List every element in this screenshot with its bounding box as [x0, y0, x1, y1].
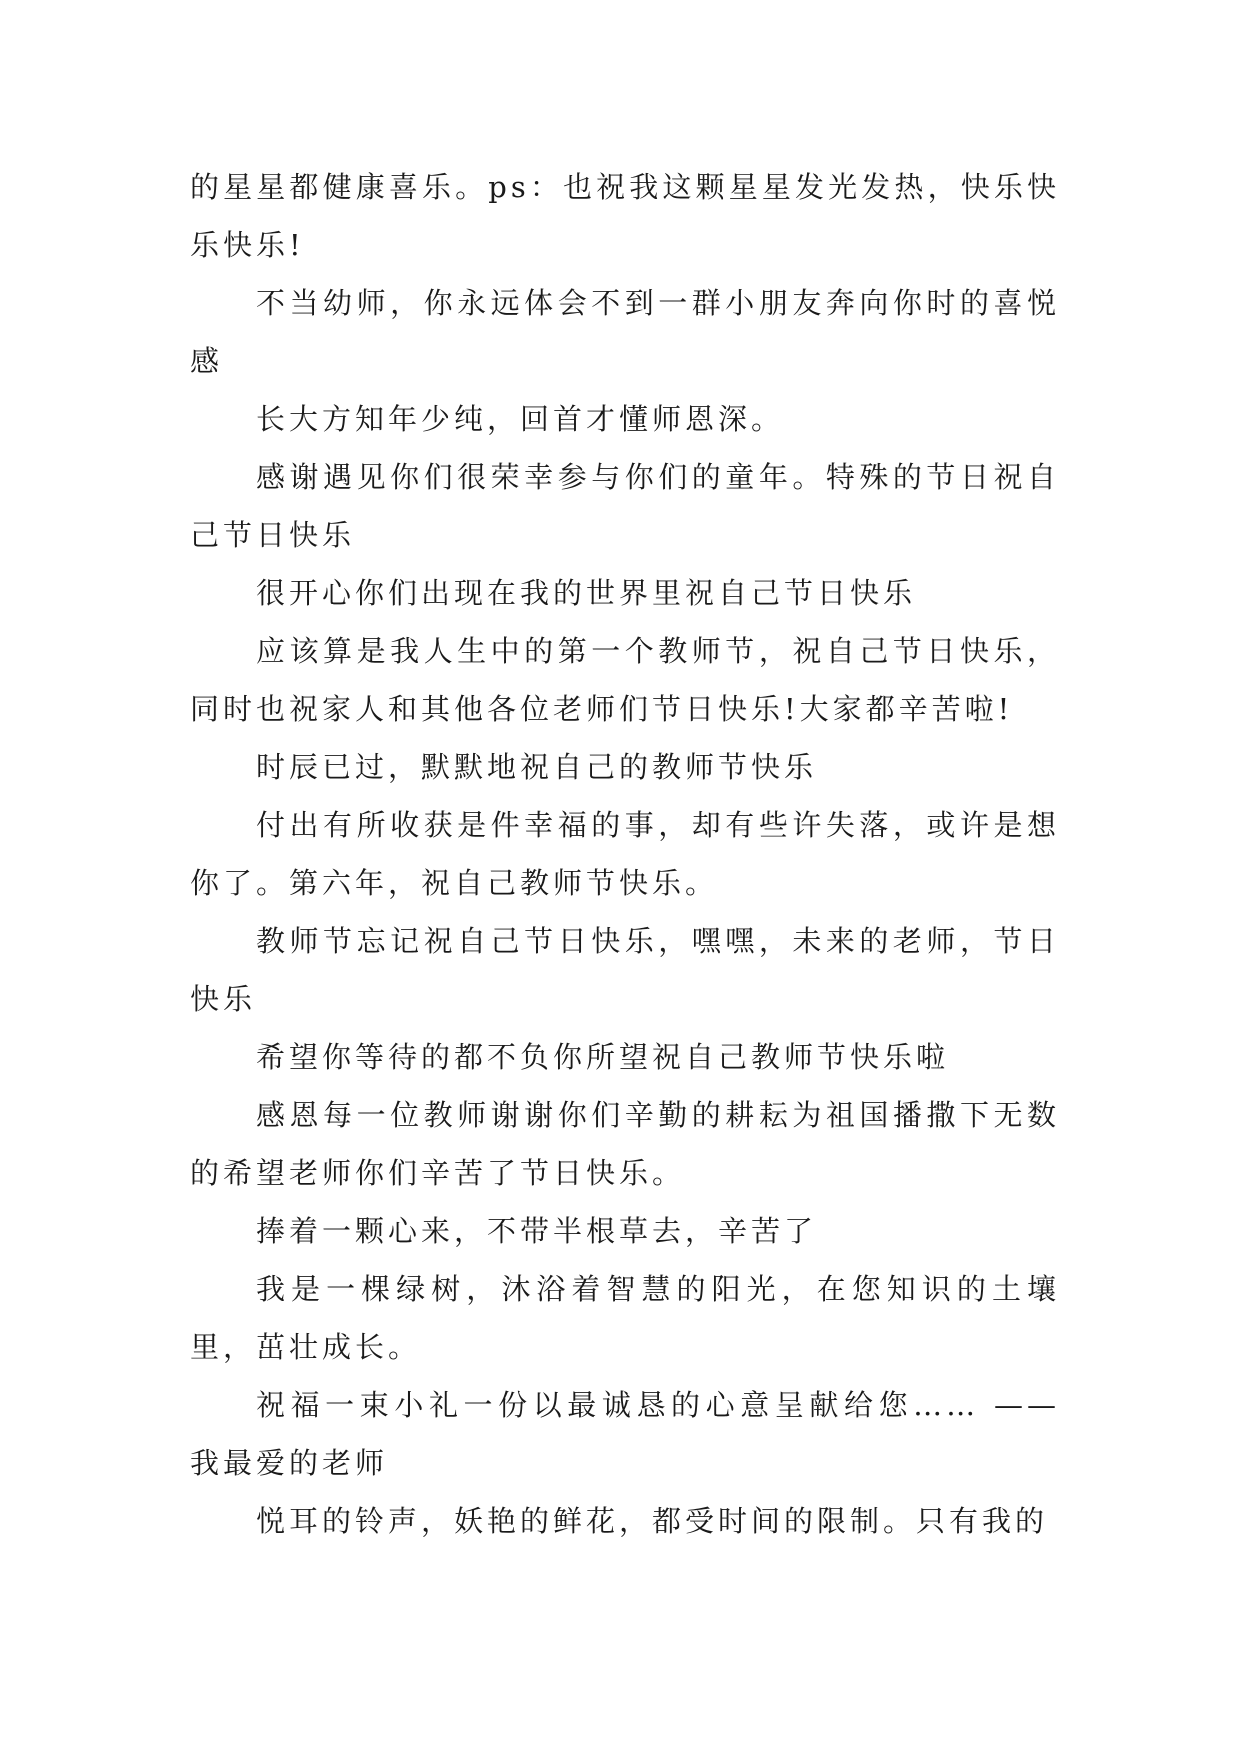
paragraph: 应该算是我人生中的第一个教师节，祝自己节日快乐，同时也祝家人和其他各位老师们节日快乐!大家都辛苦啦! [190, 634, 1060, 726]
paragraph: 付出有所收获是件幸福的事，却有些许失落，或许是想你了。第六年，祝自己教师节快乐。 [190, 808, 1060, 900]
paragraph: 捧着一颗心来，不带半根草去，辛苦了 [256, 1214, 818, 1248]
paragraph: 很开心你们出现在我的世界里祝自己节日快乐 [256, 576, 917, 610]
paragraph: 祝福一束小礼一份以最诚恳的心意呈献给您…… ——我最爱的老师 [190, 1388, 1060, 1480]
paragraph-continuation: 的星星都健康喜乐。ps：也祝我这颗星星发光发热，快乐快乐快乐! [190, 170, 1060, 262]
paragraph: 不当幼师，你永远体会不到一群小朋友奔向你时的喜悦感 [190, 286, 1060, 378]
paragraph: 感谢遇见你们很荣幸参与你们的童年。特殊的节日祝自己节日快乐 [190, 460, 1060, 552]
paragraph: 教师节忘记祝自己节日快乐，嘿嘿，未来的老师，节日快乐 [190, 924, 1060, 1016]
document-body [190, 158, 1060, 1550]
paragraph: 我是一棵绿树，沐浴着智慧的阳光，在您知识的土壤里，茁壮成长。 [190, 1272, 1060, 1364]
paragraph: 悦耳的铃声，妖艳的鲜花，都受时间的限制。只有我的 [256, 1504, 1049, 1538]
paragraph: 感恩每一位教师谢谢你们辛勤的耕耘为祖国播撒下无数的希望老师你们辛苦了节日快乐。 [190, 1098, 1060, 1190]
paragraph: 时辰已过，默默地祝自己的教师节快乐 [256, 750, 818, 784]
paragraph: 希望你等待的都不负你所望祝自己教师节快乐啦 [256, 1040, 950, 1074]
paragraph: 长大方知年少纯，回首才懂师恩深。 [256, 402, 785, 436]
